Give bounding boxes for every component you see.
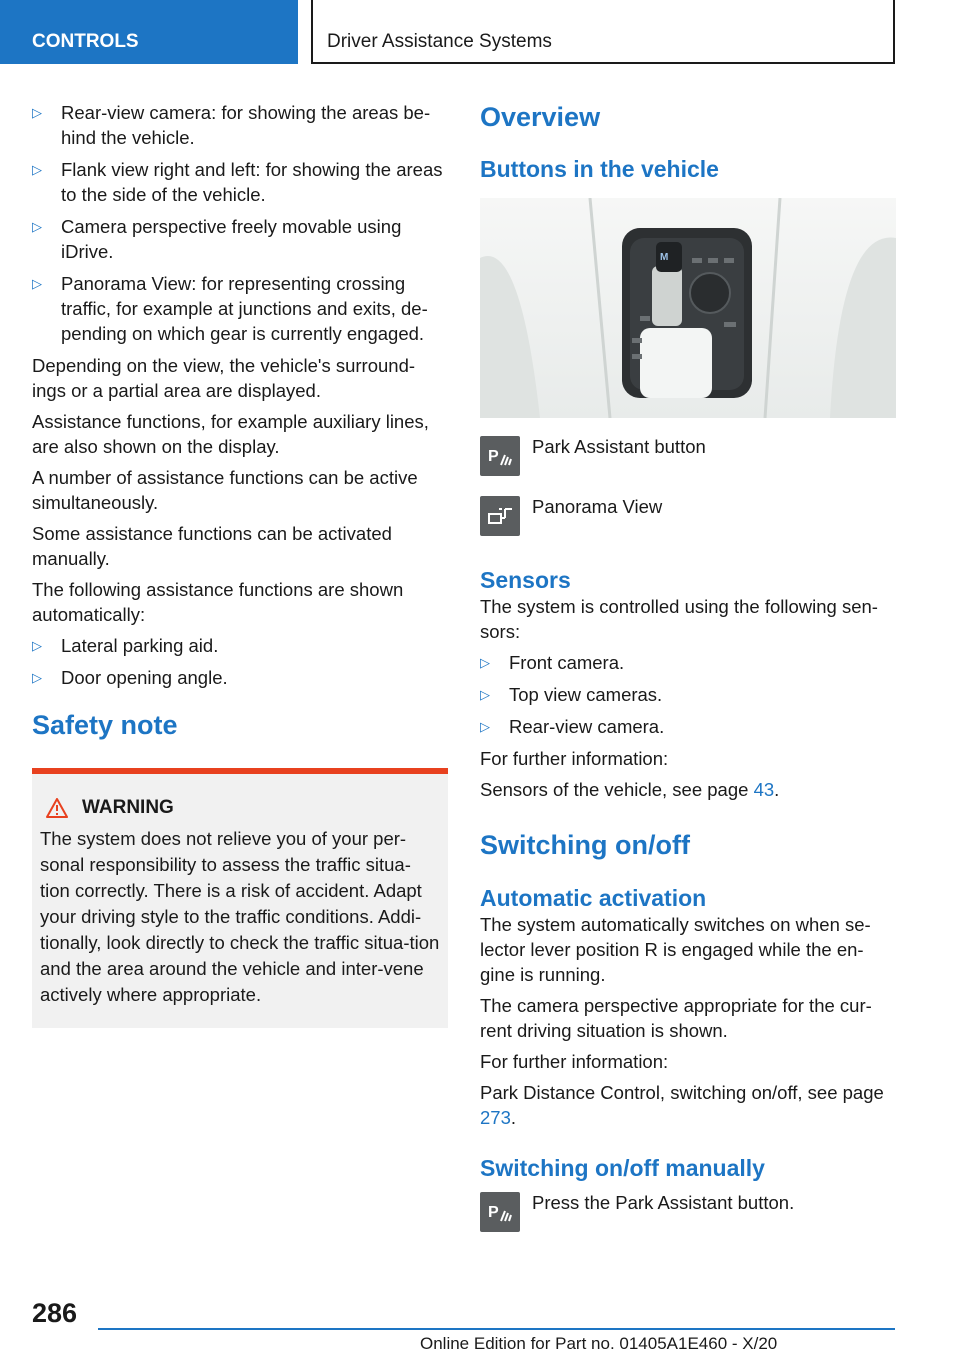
section-tab: CONTROLS [0,0,298,64]
warning-text: The system does not relieve you of your per-sonal responsibility to assess the traffic situa-tion correctly. There is a risk of accident. Adapt your driving style to the traffic conditions. Addi-tionally, look directly to check the traffic situa-tion and the area around the vehicle and inter-vene actively where appropriate. [40,828,440,1005]
center-console-photo [480,198,896,418]
right-column [480,100,896,1232]
edition-text: Online Edition for Part no. 01405A1E460 - X/20 [420,1334,778,1353]
overview-heading: Overview [480,102,601,132]
switching-heading: Switching on/off [480,830,690,860]
svg-text:P: P [488,1204,499,1221]
list-item: ▷ Door opening angle. [32,667,228,688]
warning-triangle-icon [46,798,68,818]
paragraph: Depending on the view, the vehicle's surround-ings or a partial area are displayed. [32,355,416,401]
sensors-reference: Sensors of the vehicle, see page 43. [480,779,780,800]
further-info-label: For further information: [480,748,669,769]
triangle-bullet-icon: ▷ [32,276,42,291]
page-link-273[interactable]: 273 [480,1107,511,1128]
buttons-heading: Buttons in the vehicle [480,156,719,182]
brand-badge: M [660,252,669,263]
warning-title: WARNING [40,796,440,820]
view-list [32,100,448,346]
list-item: ▷ Camera perspective freely movable using iDrive. [32,216,402,262]
panorama-view-button-row [480,496,896,536]
list-item: ▷ Lateral parking aid. [32,635,219,656]
list-item: ▷ Top view cameras. [480,684,663,705]
press-park-assistant-row [480,1192,896,1232]
further-info-label: For further information: [480,1051,669,1072]
warning-box [32,768,448,1028]
svg-text:P: P [488,448,499,465]
footer-divider [98,1328,895,1330]
left-column [32,100,448,1028]
manual-switching-heading: Switching on/off manually [480,1155,765,1181]
triangle-bullet-icon: ▷ [32,105,42,120]
page-link-43[interactable]: 43 [753,779,775,800]
triangle-bullet-icon: ▷ [32,162,42,177]
center-console-illustration [480,198,896,418]
triangle-bullet-icon: ▷ [480,719,490,734]
chapter-title: Driver Assistance Systems [311,0,895,64]
list-item: ▷ Rear-view camera: for showing the areas be-hind the vehicle. [32,102,431,148]
park-assistant-icon [480,436,520,476]
triangle-bullet-icon: ▷ [480,655,490,670]
triangle-bullet-icon: ▷ [32,638,42,653]
auto-activation-heading: Automatic activation [480,885,707,911]
park-assistant-button-row [480,436,896,476]
triangle-bullet-icon: ▷ [480,687,490,702]
pdc-reference: Park Distance Control, switching on/off, see page 273. [480,1082,884,1128]
list-item: ▷ Flank view right and left: for showing the areas to the side of the vehicle. [32,159,443,205]
triangle-bullet-icon: ▷ [32,219,42,234]
sensors-text: The system is controlled using the following sen-sors: [480,596,878,642]
triangle-bullet-icon: ▷ [32,670,42,685]
page-number: 286 [32,1298,78,1328]
press-button-text: Press the Park Assistant button. [532,1192,795,1213]
paragraph: Assistance functions, for example auxiliary lines, are also shown on the display. [32,411,429,457]
sensors-heading: Sensors [480,567,571,593]
camera-perspective-text: The camera perspective appropriate for the cur-rent driving situation is shown. [480,995,872,1041]
list-item: ▷ Front camera. [480,652,625,673]
panorama-view-icon [480,496,520,536]
list-item: ▷ Panorama View: for representing crossing traffic, for example at junctions and exits, de-pending on which gear is currently engaged. [32,273,428,344]
auto-activation-text: The system automatically switches on when se-lector lever position R is engaged while the en-gine is running. [480,914,871,985]
paragraph: A number of assistance functions can be active simultaneously. [32,467,418,513]
list-item: ▷ Rear-view camera. [480,716,665,737]
panorama-view-label: Panorama View [532,496,663,517]
safety-note-heading: Safety note [32,710,178,740]
sensors-list [480,650,896,739]
park-assistant-icon [480,1192,520,1232]
paragraph: Some assistance functions can be activated manually. [32,523,392,569]
paragraph: The following assistance functions are shown automatically: [32,579,404,625]
auto-functions-list [32,633,448,690]
park-assistant-label: Park Assistant button [532,436,706,457]
